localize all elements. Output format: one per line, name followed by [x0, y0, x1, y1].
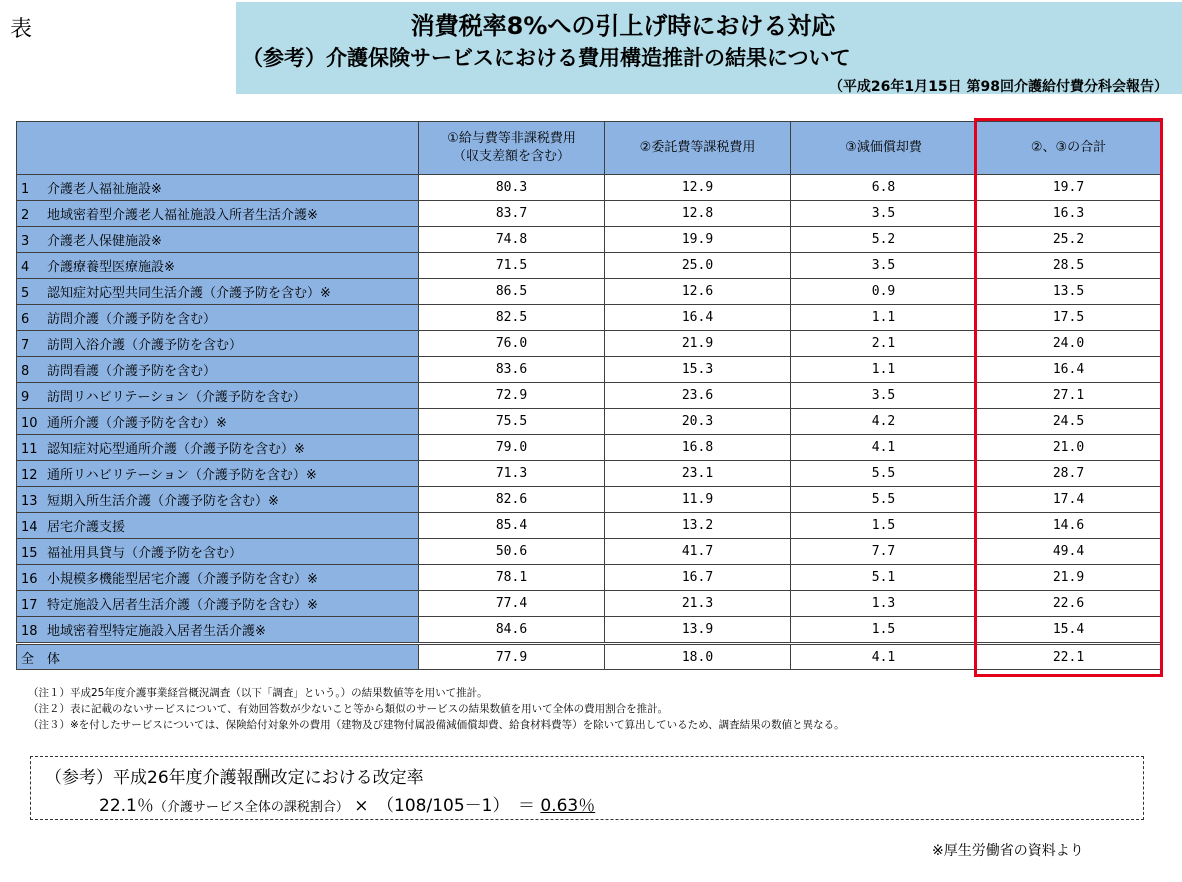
service-name-cell	[17, 201, 419, 227]
total-2-3-cell: 28.7	[977, 461, 1161, 487]
corner-label: 表	[10, 17, 33, 42]
depreciation-cell: 7.7	[791, 539, 977, 565]
service-name-cell	[17, 383, 419, 409]
total-2-3-cell: 19.7	[977, 175, 1161, 201]
nontaxable-cost-cell: 76.0	[419, 331, 605, 357]
page-subtitle: （参考）介護保険サービスにおける費用構造推計の結果について	[242, 46, 851, 70]
footnote-1: （注１）平成25年度介護事業経営概況調査（以下「調査」という。）の結果数値等を用いて推計。	[28, 687, 488, 699]
table-body	[17, 175, 1161, 670]
taxable-cost-cell: 11.9	[605, 487, 791, 513]
service-name-cell	[17, 487, 419, 513]
taxable-cost-cell: 15.3	[605, 357, 791, 383]
table-header-row	[17, 122, 1161, 175]
depreciation-cell: 6.8	[791, 175, 977, 201]
table-row	[17, 617, 1161, 644]
total-2-3-cell: 22.1	[977, 644, 1161, 670]
total-2-3-cell: 24.5	[977, 409, 1161, 435]
row-number: 1	[21, 182, 30, 197]
taxable-cost-cell: 19.9	[605, 227, 791, 253]
nontaxable-cost-cell: 80.3	[419, 175, 605, 201]
service-name-cell	[17, 227, 419, 253]
row-number: 5	[21, 286, 30, 301]
depreciation-cell: 1.5	[791, 617, 977, 644]
service-name-cell	[17, 409, 419, 435]
nontaxable-cost-cell: 82.5	[419, 305, 605, 331]
service-name-cell	[17, 175, 419, 201]
row-number: 15	[21, 546, 38, 561]
table-row	[17, 201, 1161, 227]
table-row	[17, 409, 1161, 435]
service-name-cell	[17, 617, 419, 644]
depreciation-cell: 1.1	[791, 305, 977, 331]
taxable-cost-cell: 41.7	[605, 539, 791, 565]
depreciation-cell: 4.1	[791, 435, 977, 461]
footnotes	[28, 685, 845, 733]
taxable-cost-cell: 12.8	[605, 201, 791, 227]
service-name: 小規模多機能型居宅介護（介護予防を含む）※	[47, 572, 318, 587]
table-row	[17, 383, 1161, 409]
service-name-cell	[17, 461, 419, 487]
total-2-3-cell: 28.5	[977, 253, 1161, 279]
footnote-2: （注２）表に記載のないサービスについて、有効回答数が少ないこと等から類似のサービスの結果数値を用いて全体の費用割合を推計。	[28, 703, 669, 715]
service-name: 地域密着型特定施設入居者生活介護※	[47, 624, 266, 639]
nontaxable-cost-cell: 71.3	[419, 461, 605, 487]
reference-value-note: （介護サービス全体の課税割合）	[153, 800, 349, 815]
nontaxable-cost-cell: 82.6	[419, 487, 605, 513]
row-number: 12	[21, 468, 38, 483]
service-name: 訪問看護（介護予防を含む）	[47, 364, 217, 379]
depreciation-cell: 5.5	[791, 461, 977, 487]
reference-formula	[99, 791, 595, 816]
row-number: 13	[21, 494, 38, 509]
service-name-cell	[17, 279, 419, 305]
source-credit: ※厚生労働省の資料より	[932, 843, 1084, 859]
service-name: 訪問介護（介護予防を含む）	[47, 312, 217, 327]
total-2-3-cell: 16.3	[977, 201, 1161, 227]
depreciation-cell: 1.1	[791, 357, 977, 383]
service-name-cell	[17, 644, 419, 670]
depreciation-cell: 5.5	[791, 487, 977, 513]
header-nontaxable-label: ①給与費等非課税費用	[447, 131, 576, 146]
depreciation-cell: 5.2	[791, 227, 977, 253]
table-row	[17, 227, 1161, 253]
reference-box	[30, 756, 1144, 820]
row-number: 2	[21, 208, 30, 223]
row-number: 6	[21, 312, 30, 327]
service-name: 認知症対応型共同生活介護（介護予防を含む）※	[47, 286, 331, 301]
service-name: 訪問入浴介護（介護予防を含む）	[47, 338, 243, 353]
table-row	[17, 279, 1161, 305]
service-name-cell	[17, 591, 419, 617]
taxable-cost-cell: 12.9	[605, 175, 791, 201]
service-name-cell	[17, 253, 419, 279]
total-2-3-cell: 14.6	[977, 513, 1161, 539]
row-number: 17	[21, 598, 38, 613]
row-number: 16	[21, 572, 38, 587]
taxable-cost-cell: 20.3	[605, 409, 791, 435]
depreciation-cell: 1.3	[791, 591, 977, 617]
nontaxable-cost-cell: 75.5	[419, 409, 605, 435]
nontaxable-cost-cell: 50.6	[419, 539, 605, 565]
service-name-cell	[17, 565, 419, 591]
header-total-2-3: ②、③の合計	[977, 122, 1161, 175]
nontaxable-cost-cell: 83.6	[419, 357, 605, 383]
depreciation-cell: 3.5	[791, 383, 977, 409]
taxable-cost-cell: 16.4	[605, 305, 791, 331]
total-2-3-cell: 27.1	[977, 383, 1161, 409]
reference-multiply: × （108/105－1） ＝	[354, 796, 535, 816]
taxable-cost-cell: 23.1	[605, 461, 791, 487]
table-row	[17, 175, 1161, 201]
row-number: 7	[21, 338, 30, 353]
nontaxable-cost-cell: 86.5	[419, 279, 605, 305]
taxable-cost-cell: 13.2	[605, 513, 791, 539]
nontaxable-cost-cell: 79.0	[419, 435, 605, 461]
taxable-cost-cell: 13.9	[605, 617, 791, 644]
total-2-3-cell: 16.4	[977, 357, 1161, 383]
total-2-3-cell: 22.6	[977, 591, 1161, 617]
taxable-cost-cell: 21.9	[605, 331, 791, 357]
row-number: 4	[21, 260, 30, 275]
row-number: 14	[21, 520, 38, 535]
table-row	[17, 435, 1161, 461]
table-row	[17, 461, 1161, 487]
total-2-3-cell: 49.4	[977, 539, 1161, 565]
taxable-cost-cell: 16.8	[605, 435, 791, 461]
service-name: 訪問リハビリテーション（介護予防を含む）	[47, 390, 306, 405]
taxable-cost-cell: 18.0	[605, 644, 791, 670]
row-number: 9	[21, 390, 30, 405]
service-name-cell	[17, 331, 419, 357]
header-nontaxable-sub: （収支差額を含む）	[452, 149, 570, 164]
service-name: 介護老人保健施設※	[47, 234, 162, 249]
service-name: 通所リハビリテーション（介護予防を含む）※	[47, 468, 317, 483]
row-number: 10	[21, 416, 38, 431]
row-number: 11	[21, 442, 38, 457]
depreciation-cell: 3.5	[791, 253, 977, 279]
service-name: 特定施設入居者生活介護（介護予防を含む）※	[47, 598, 318, 613]
table-total-row	[17, 644, 1161, 670]
reference-title: （参考）平成26年度介護報酬改定における改定率	[45, 768, 424, 788]
depreciation-cell: 4.1	[791, 644, 977, 670]
total-2-3-cell: 21.9	[977, 565, 1161, 591]
total-2-3-cell: 21.0	[977, 435, 1161, 461]
table-row	[17, 305, 1161, 331]
nontaxable-cost-cell: 78.1	[419, 565, 605, 591]
nontaxable-cost-cell: 85.4	[419, 513, 605, 539]
header-depreciation: ③減価償却費	[791, 122, 977, 175]
taxable-cost-cell: 21.3	[605, 591, 791, 617]
service-name: 地域密着型介護老人福祉施設入所者生活介護※	[47, 208, 318, 223]
table-row	[17, 591, 1161, 617]
service-name: 介護老人福祉施設※	[47, 182, 162, 197]
nontaxable-cost-cell: 71.5	[419, 253, 605, 279]
service-name: 福祉用具貸与（介護予防を含む）	[47, 546, 243, 561]
depreciation-cell: 0.9	[791, 279, 977, 305]
header-service-name	[17, 122, 419, 175]
service-name-cell	[17, 305, 419, 331]
table-row	[17, 513, 1161, 539]
taxable-cost-cell: 25.0	[605, 253, 791, 279]
nontaxable-cost-cell: 74.8	[419, 227, 605, 253]
taxable-cost-cell: 16.7	[605, 565, 791, 591]
depreciation-cell: 4.2	[791, 409, 977, 435]
table-row	[17, 331, 1161, 357]
taxable-cost-cell: 23.6	[605, 383, 791, 409]
row-number: 3	[21, 234, 30, 249]
table-row	[17, 253, 1161, 279]
total-2-3-cell: 17.4	[977, 487, 1161, 513]
reference-rate: 0.63％	[540, 796, 596, 816]
service-name: 介護療養型医療施設※	[47, 260, 175, 275]
table-row	[17, 487, 1161, 513]
total-2-3-cell: 25.2	[977, 227, 1161, 253]
header-nontaxable-cost	[419, 122, 605, 175]
service-name-cell	[17, 539, 419, 565]
service-name: 認知症対応型通所介護（介護予防を含む）※	[47, 442, 305, 457]
table-row	[17, 357, 1161, 383]
title-banner	[236, 2, 1182, 94]
service-name-cell	[17, 435, 419, 461]
nontaxable-cost-cell: 77.4	[419, 591, 605, 617]
total-2-3-cell: 17.5	[977, 305, 1161, 331]
depreciation-cell: 5.1	[791, 565, 977, 591]
total-2-3-cell: 13.5	[977, 279, 1161, 305]
nontaxable-cost-cell: 77.9	[419, 644, 605, 670]
service-name-cell	[17, 513, 419, 539]
total-2-3-cell: 24.0	[977, 331, 1161, 357]
row-number: 8	[21, 364, 30, 379]
service-name: 全 体	[21, 651, 61, 667]
report-source-note: （平成26年1月15日 第98回介護給付費分科会報告）	[828, 79, 1168, 95]
service-name: 短期入所生活介護（介護予防を含む）※	[47, 494, 279, 509]
total-2-3-cell: 15.4	[977, 617, 1161, 644]
table-row	[17, 539, 1161, 565]
cost-structure-table	[16, 121, 1161, 670]
depreciation-cell: 2.1	[791, 331, 977, 357]
depreciation-cell: 1.5	[791, 513, 977, 539]
footnote-3: （注３）※を付したサービスについては、保険給付対象外の費用（建物及び建物付属設備減価償却費、給食材料費等）を除いて算出しているため、調査結果の数値と異なる。	[28, 719, 845, 731]
nontaxable-cost-cell: 84.6	[419, 617, 605, 644]
nontaxable-cost-cell: 72.9	[419, 383, 605, 409]
page-title: 消費税率8%への引上げ時における対応	[410, 12, 836, 40]
nontaxable-cost-cell: 83.7	[419, 201, 605, 227]
taxable-cost-cell: 12.6	[605, 279, 791, 305]
row-number: 18	[21, 624, 38, 639]
header-taxable-cost: ②委託費等課税費用	[605, 122, 791, 175]
service-name-cell	[17, 357, 419, 383]
service-name: 通所介護（介護予防を含む）※	[47, 416, 227, 431]
table-row	[17, 565, 1161, 591]
reference-value: 22.1％	[99, 796, 154, 816]
depreciation-cell: 3.5	[791, 201, 977, 227]
service-name: 居宅介護支援	[47, 520, 126, 535]
